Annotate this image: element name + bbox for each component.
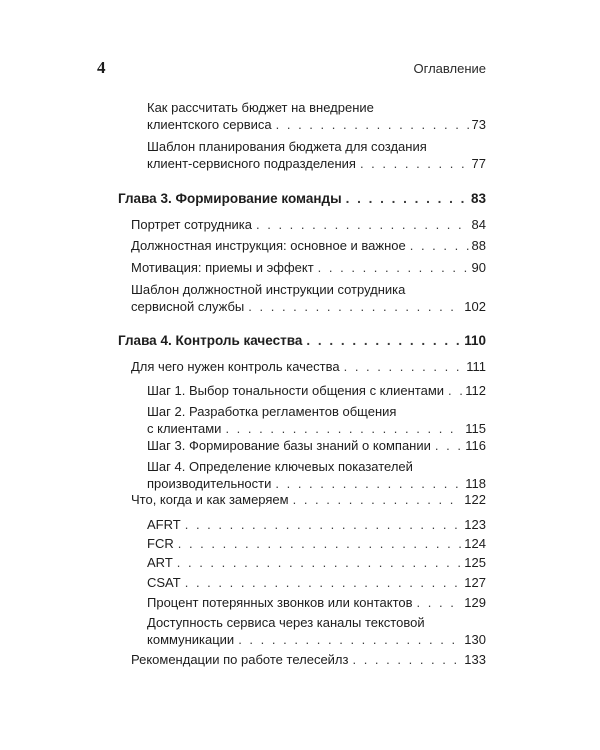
page-number: 4	[97, 58, 106, 77]
toc-page-number: 130	[464, 632, 486, 647]
toc-entry-title: сервисной службы	[131, 299, 245, 314]
toc-entry[interactable]	[147, 516, 486, 533]
toc-entry-title: AFRT	[147, 517, 181, 532]
toc-page-number: 88	[471, 238, 486, 253]
dot-leader	[306, 332, 461, 349]
toc-page-number: 102	[464, 299, 486, 314]
toc-entry-title: ART	[147, 555, 173, 570]
toc-entry-title: CSAT	[147, 575, 181, 590]
toc-entry-title: Шаблон должностной инструкции сотрудника	[131, 282, 406, 297]
toc-page-number: 125	[464, 555, 486, 570]
dot-leader	[352, 651, 461, 668]
dot-leader	[276, 116, 469, 133]
toc-page-number: 111	[466, 359, 486, 374]
toc-entry[interactable]	[131, 259, 486, 276]
toc-page-number: 127	[464, 575, 486, 590]
toc-page-number: 112	[465, 383, 486, 398]
toc-entry[interactable]	[147, 437, 486, 454]
toc-entry-title: Шаг 2. Разработка регламентов общения	[147, 404, 397, 419]
toc-entry-title: Шаг 1. Выбор тональности общения с клиентами	[147, 383, 445, 398]
toc-entry[interactable]	[147, 138, 486, 172]
toc-entry-title: коммуникации	[147, 632, 235, 647]
dot-leader	[318, 259, 469, 276]
toc-entry-title: Шаг 3. Формирование базы знаний о компании	[147, 438, 431, 453]
dot-leader	[256, 216, 469, 233]
toc-entry[interactable]	[131, 358, 486, 375]
dot-leader	[275, 475, 462, 492]
toc-entry-title: Шаблон планирования бюджета для создания	[147, 139, 427, 154]
dot-leader	[417, 594, 462, 611]
toc-entry[interactable]	[131, 237, 486, 254]
toc-entry-title: Что, когда и как замеряем	[131, 492, 289, 507]
toc-entry[interactable]	[131, 216, 486, 233]
dot-leader	[346, 190, 468, 207]
toc-entry[interactable]	[147, 594, 486, 611]
toc-entry-title: производительности	[147, 476, 272, 491]
toc-page-number: 110	[464, 333, 486, 348]
toc-entry[interactable]	[147, 535, 486, 552]
toc-entry-title: Как рассчитать бюджет на внедрение	[147, 100, 374, 115]
toc-page-number: 124	[464, 536, 486, 551]
toc-entry[interactable]	[147, 614, 486, 648]
toc-page-number: 90	[471, 260, 486, 275]
running-head: Оглавление	[413, 61, 486, 76]
toc-entry-title: Рекомендации по работе телесейлз	[131, 652, 349, 667]
dot-leader	[448, 382, 462, 399]
toc-page-number: 73	[471, 117, 486, 132]
dot-leader	[177, 554, 462, 571]
toc-entry[interactable]	[131, 281, 486, 315]
dot-leader	[238, 631, 461, 648]
toc-entry[interactable]	[131, 651, 486, 668]
toc-entry[interactable]	[147, 574, 486, 591]
toc-page-number: 133	[464, 652, 486, 667]
toc-entry-title: с клиентами	[147, 421, 222, 436]
dot-leader	[360, 155, 469, 172]
toc-page-number: 77	[471, 156, 486, 171]
dot-leader	[185, 574, 462, 591]
dot-leader	[293, 491, 462, 508]
dot-leader	[435, 437, 462, 454]
dot-leader	[344, 358, 464, 375]
toc-page-number: 123	[464, 517, 486, 532]
toc-page-number: 122	[464, 492, 486, 507]
toc-page-number: 116	[465, 438, 486, 453]
dot-leader	[185, 516, 462, 533]
toc-page-number: 83	[470, 191, 486, 206]
toc-chapter-entry[interactable]	[118, 190, 486, 207]
toc-entry-title: Портрет сотрудника	[131, 217, 252, 232]
toc-chapter-title: Глава 4. Контроль качества	[118, 333, 303, 348]
toc-entry-title: Должностная инструкция: основное и важное	[131, 238, 406, 253]
toc-entry[interactable]	[147, 554, 486, 571]
toc-entry-title: Процент потерянных звонков или контактов	[147, 595, 413, 610]
toc-entry[interactable]	[147, 99, 486, 133]
toc-entry-title: Доступность сервиса через каналы текстовой	[147, 615, 425, 630]
toc-entry-title: FCR	[147, 536, 174, 551]
toc-chapter-title: Глава 3. Формирование команды	[118, 191, 342, 206]
toc-entry[interactable]	[147, 403, 486, 437]
toc-page-number: 129	[464, 595, 486, 610]
toc-page-number: 115	[465, 421, 486, 436]
toc-chapter-entry[interactable]	[118, 332, 486, 349]
toc-entry[interactable]	[147, 458, 486, 492]
toc-page-number: 84	[471, 217, 486, 232]
toc-page-number: 118	[465, 476, 486, 491]
toc-entry[interactable]	[131, 491, 486, 508]
toc-entry[interactable]	[147, 382, 486, 399]
dot-leader	[410, 237, 469, 254]
dot-leader	[225, 420, 462, 437]
dot-leader	[248, 298, 461, 315]
toc-entry-title: клиент-сервисного подразделения	[147, 156, 356, 171]
toc-entry-title: Для чего нужен контроль качества	[131, 359, 340, 374]
toc-entry-title: Мотивация: приемы и эффект	[131, 260, 314, 275]
toc-entry-title: Шаг 4. Определение ключевых показателей	[147, 459, 413, 474]
toc-entry-title: клиентского сервиса	[147, 117, 272, 132]
dot-leader	[178, 535, 462, 552]
